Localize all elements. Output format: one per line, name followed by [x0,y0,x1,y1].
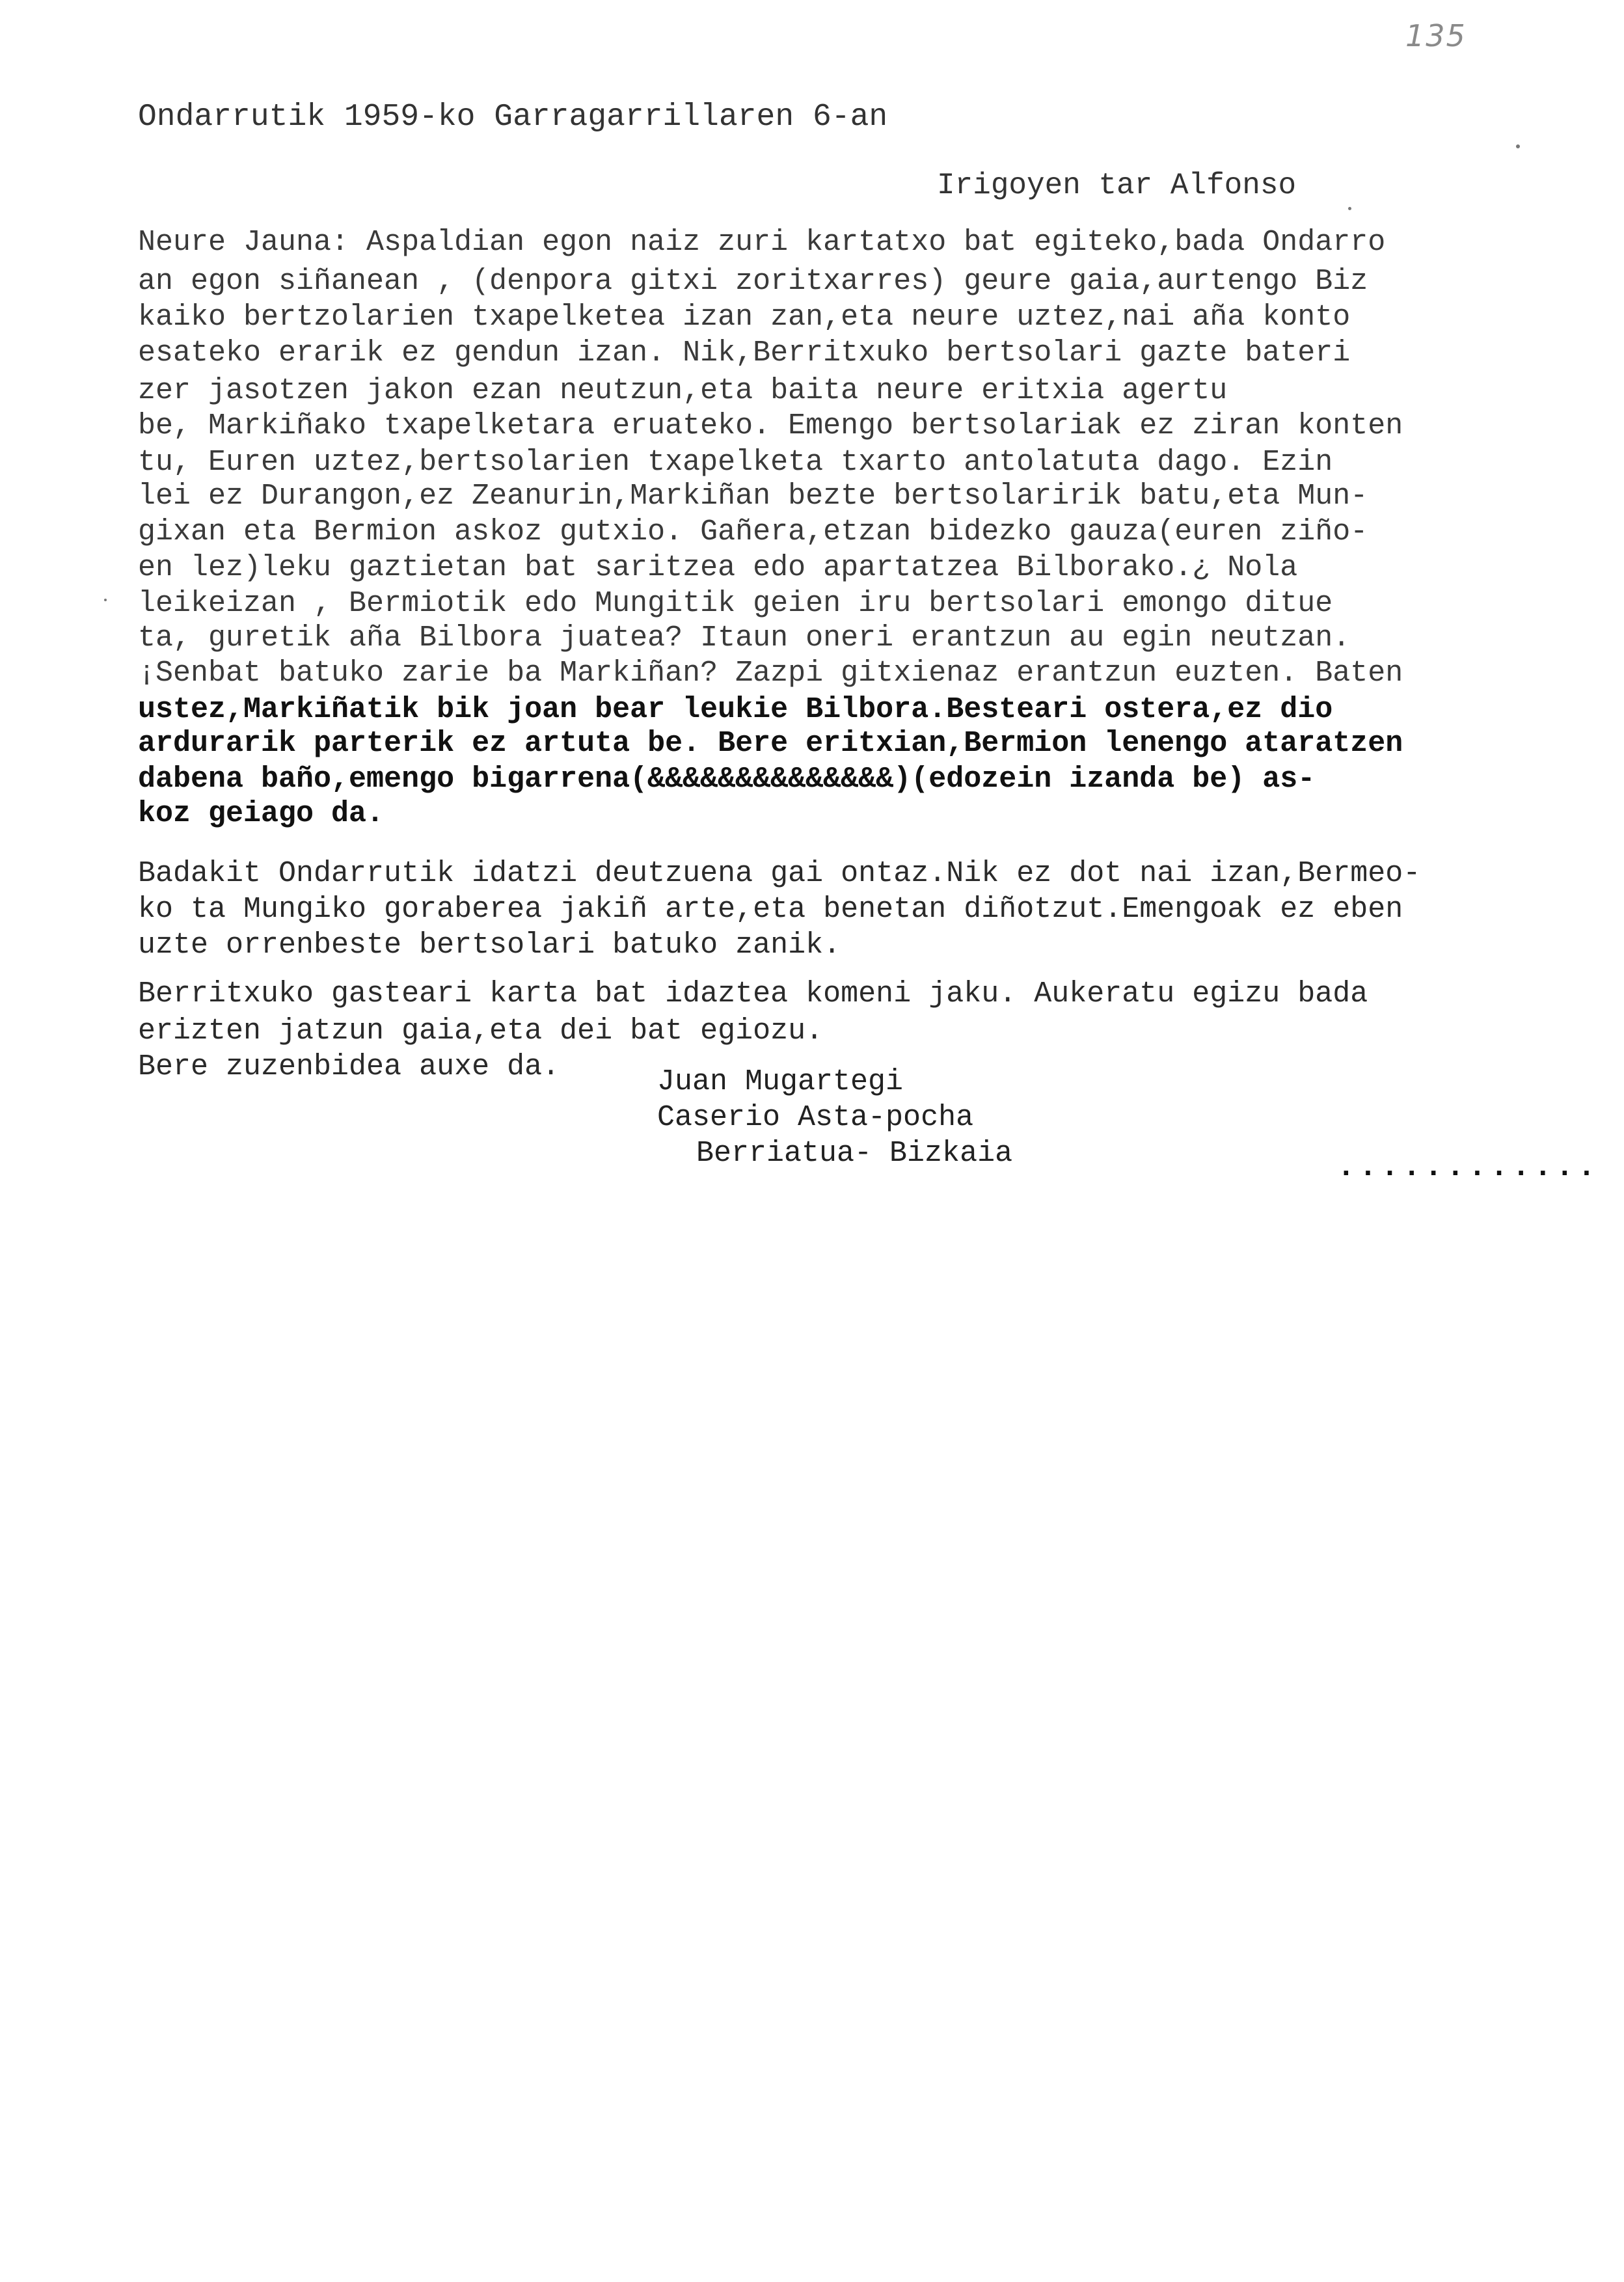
text-line: be, Markiñako txapelketara eruateko. Emengo bertsolariak ez ziran konten [138,409,1403,442]
address-name: Juan Mugartegi [657,1065,904,1098]
text-line: uzte orrenbeste bertsolari batuko zanik. [138,929,841,962]
text-line: zer jasotzen jakon ezan neutzun,eta baita neure eritxia agertu [138,374,1228,407]
scan-speck [1516,144,1520,148]
text-line: ko ta Mungiko goraberea jakiñ arte,eta benetan diñotzut.Emengoak ez eben [138,893,1403,926]
address-house: Caserio Asta-pocha [657,1101,974,1134]
text-line: lei ez Durangon,ez Zeanurin,Markiñan bezte bertsolaririk batu,eta Mun- [138,480,1368,513]
scan-speck [1348,207,1351,210]
dateline: Ondarrutik 1959-ko Garragarrillaren 6-an [138,100,888,135]
text-line: ¡Senbat batuko zarie ba Markiñan? Zazpi gitxienaz erantzun euzten. Baten [138,657,1403,690]
text-line: esateko erarik ez gendun izan. Nik,Berritxuko bertsolari gazte bateri [138,336,1351,370]
text-line: ustez,Markiñatik bik joan bear leukie Bilbora.Besteari ostera,ez dio [138,693,1333,726]
text-line: Berritxuko gasteari karta bat idaztea komeni jaku. Aukeratu egizu bada [138,977,1368,1011]
closing-dots: ............ [1337,1150,1600,1184]
text-line: an egon siñanean , (denpora gitxi zoritxarres) geure gaia,aurtengo Biz [138,265,1368,298]
text-line: tu, Euren uztez,bertsolarien txapelketa txarto antolatuta dago. Ezin [138,446,1333,479]
text-line: ardurarik parterik ez artuta be. Bere eritxian,Bermion lenengo ataratzen [138,727,1403,760]
address-town: Berriatua- Bizkaia [696,1137,1013,1170]
folio-number: 135 [1405,18,1467,53]
text-line: Bere zuzenbidea auxe da. [138,1050,560,1083]
text-line: en lez)leku gaztietan bat saritzea edo apartatzea Bilborako.¿ Nola [138,551,1298,584]
recipient: Irigoyen tar Alfonso [937,169,1297,202]
text-line: ta, guretik aña Bilbora juatea? Itaun oneri erantzun au egin neutzan. [138,621,1351,655]
text-line: kaiko bertzolarien txapelketea izan zan,eta neure uztez,nai aña konto [138,301,1351,334]
text-line: koz geiago da. [138,797,385,830]
scan-speck [104,599,107,601]
text-line: erizten jatzun gaia,eta dei bat egiozu. [138,1014,824,1048]
text-line: Neure Jauna: Aspaldian egon naiz zuri kartatxo bat egiteko,bada Ondarro [138,226,1386,259]
text-line: dabena baño,emengo bigarrena(&&&&&&&&&&&&&&)(edozein izanda be) as- [138,763,1316,796]
text-line: gixan eta Bermion askoz gutxio. Gañera,etzan bidezko gauza(euren ziño- [138,515,1368,549]
text-line: leikeizan , Bermiotik edo Mungitik geien iru bertsolari emongo ditue [138,587,1333,620]
text-line: Badakit Ondarrutik idatzi deutzuena gai ontaz.Nik ez dot nai izan,Bermeo- [138,857,1421,890]
